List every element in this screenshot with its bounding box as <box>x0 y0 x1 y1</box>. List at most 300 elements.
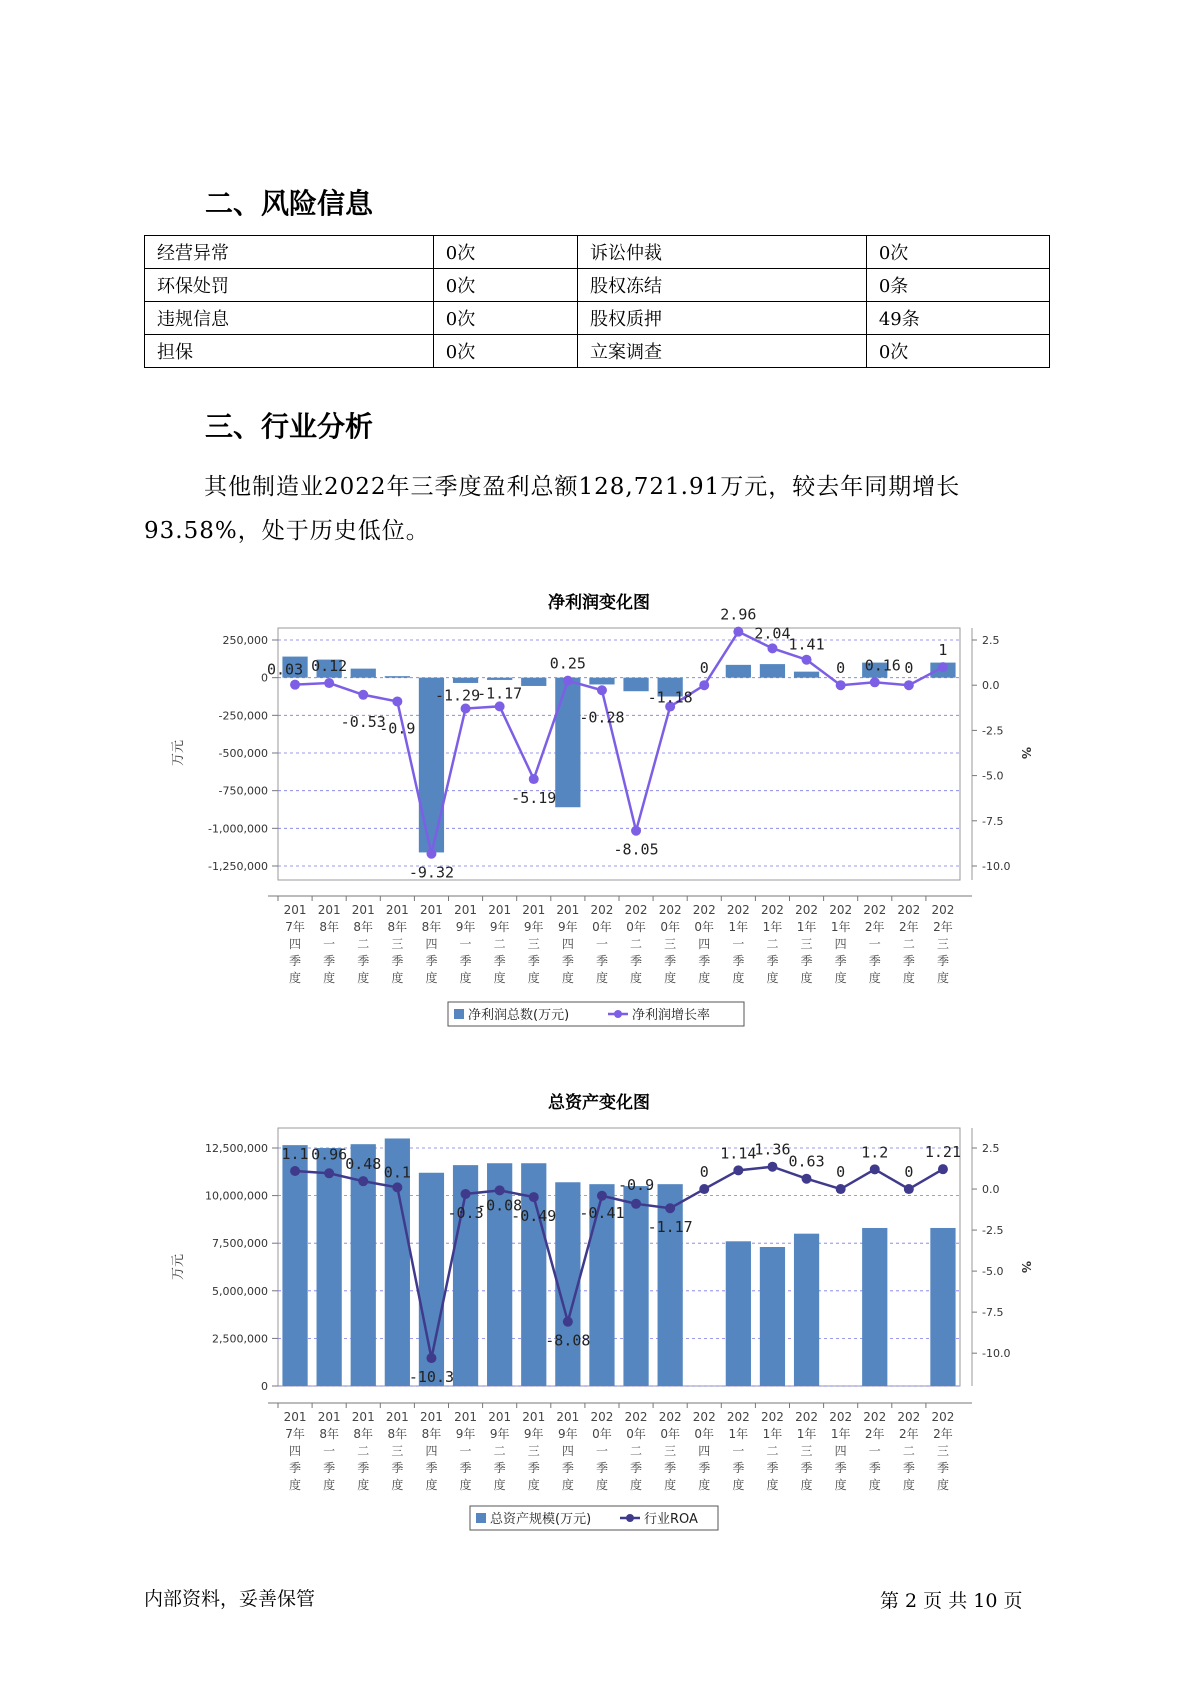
bar <box>794 672 819 678</box>
data-label: -8.08 <box>545 1331 591 1350</box>
x-tick-line: 7年 <box>285 920 305 934</box>
data-label: -0.08 <box>477 1196 523 1215</box>
left-tick-label: 5,000,000 <box>212 1284 268 1298</box>
x-tick-line: 0年 <box>626 920 646 934</box>
x-tick-label <box>795 903 818 985</box>
risk-row <box>145 302 1050 335</box>
x-tick-label <box>897 1410 920 1492</box>
x-tick-line: 0年 <box>694 920 715 934</box>
x-tick-line: 8年 <box>319 1427 339 1441</box>
legend-line-marker <box>626 1514 634 1522</box>
x-tick-line: 四 <box>561 1444 574 1458</box>
x-tick-line: 2年 <box>899 1427 919 1441</box>
x-tick-line: 8年 <box>319 920 339 934</box>
x-tick-label <box>488 1410 511 1492</box>
data-label: -8.05 <box>613 840 659 859</box>
x-tick-line: 季 <box>834 1461 847 1475</box>
x-tick-label <box>829 903 852 985</box>
x-tick-line: 季 <box>459 1461 472 1475</box>
bar <box>282 1145 307 1386</box>
x-tick-label <box>659 903 682 985</box>
x-tick-label <box>590 903 613 985</box>
x-tick-line: 0年 <box>660 1427 680 1441</box>
x-tick-line: 一 <box>595 937 608 951</box>
line-point <box>836 680 846 690</box>
x-tick-line: 季 <box>289 1461 302 1475</box>
line-point <box>597 685 607 695</box>
line-point <box>938 662 948 672</box>
line-point <box>461 1189 471 1199</box>
x-tick-line: 2年 <box>933 1427 953 1441</box>
data-label: 1.36 <box>754 1140 791 1159</box>
x-tick-line: 202 <box>658 1410 682 1424</box>
x-tick-line: 9年 <box>455 920 476 934</box>
x-tick-line: 度 <box>800 971 813 985</box>
data-label: -1.29 <box>434 686 481 705</box>
x-tick-line: 202 <box>726 1410 750 1424</box>
x-tick-line: 一 <box>732 1444 745 1458</box>
x-tick-line: 201 <box>283 1410 307 1424</box>
x-tick-line: 一 <box>595 1444 608 1458</box>
left-tick-label: 0 <box>261 671 268 685</box>
x-tick-line: 三 <box>527 1444 540 1458</box>
x-tick-line: 0年 <box>694 1427 715 1441</box>
x-tick-label <box>863 1410 886 1492</box>
x-tick-label <box>761 1410 784 1492</box>
x-tick-line: 1年 <box>762 920 783 934</box>
x-tick-line: 度 <box>936 971 949 985</box>
line-point <box>733 1165 743 1175</box>
x-tick-line: 季 <box>630 954 643 968</box>
data-label: 1 <box>938 641 948 660</box>
x-tick-line: 二 <box>357 1444 370 1458</box>
line-point <box>426 849 436 859</box>
data-label: 2.96 <box>720 605 757 624</box>
line-point <box>802 1174 812 1184</box>
line-point <box>290 1166 300 1176</box>
section-title-industry: 三、行业分析 <box>205 410 374 443</box>
risk-value-cell: 0次 <box>866 236 1049 269</box>
x-tick-line: 0年 <box>626 1427 646 1441</box>
x-tick-line: 四 <box>698 1444 711 1458</box>
data-label: 0.16 <box>864 656 901 675</box>
line-point <box>392 696 402 706</box>
x-tick-line: 季 <box>425 954 438 968</box>
x-tick-line: 度 <box>493 971 506 985</box>
x-tick-label <box>284 1410 307 1492</box>
x-tick-line: 9年 <box>455 1427 476 1441</box>
footer-confidential: 内部资料，妥善保管 <box>144 1588 316 1610</box>
data-label: 0 <box>904 1163 914 1182</box>
right-tick-label: -2.5 <box>982 1224 1004 1238</box>
x-tick-line: 度 <box>459 1478 472 1492</box>
x-tick-line: 2年 <box>933 920 953 934</box>
x-tick-line: 三 <box>664 1444 677 1458</box>
bar <box>862 1228 887 1386</box>
data-label: -0.41 <box>579 1203 625 1222</box>
x-tick-line: 度 <box>357 1478 370 1492</box>
data-label: 0 <box>904 659 914 678</box>
x-tick-line: 201 <box>351 1410 375 1424</box>
x-tick-label <box>931 1410 954 1492</box>
x-tick-line: 度 <box>425 971 438 985</box>
line-point <box>767 1162 777 1172</box>
x-tick-label <box>420 1410 443 1492</box>
left-axis-title: 万元 <box>171 739 186 767</box>
line-point <box>597 1191 607 1201</box>
x-tick-line: 202 <box>760 903 784 917</box>
x-tick-line: 201 <box>419 903 443 917</box>
page-number: 第 2 页 共 10 页 <box>880 1590 1023 1612</box>
x-tick-line: 度 <box>868 971 881 985</box>
x-tick-line: 度 <box>561 971 574 985</box>
x-tick-line: 202 <box>795 1410 819 1424</box>
x-tick-label <box>522 1410 545 1492</box>
bar <box>726 1241 751 1386</box>
x-tick-label <box>454 1410 477 1492</box>
x-tick-line: 季 <box>527 1461 540 1475</box>
risk-label-cell: 违规信息 <box>145 302 434 335</box>
x-tick-line: 季 <box>766 954 779 968</box>
x-tick-line: 202 <box>829 903 853 917</box>
data-label: 0.12 <box>311 657 348 676</box>
x-tick-label <box>829 1410 852 1492</box>
bar <box>487 678 512 680</box>
line-point <box>767 643 777 653</box>
x-tick-line: 四 <box>561 937 574 951</box>
x-tick-line: 202 <box>897 903 921 917</box>
x-tick-label <box>659 1410 682 1492</box>
x-tick-line: 202 <box>760 1410 784 1424</box>
bar <box>623 1186 648 1386</box>
bar <box>623 678 648 692</box>
line-point <box>324 678 334 688</box>
x-tick-line: 8年 <box>421 1427 442 1441</box>
legend-bar-label: 总资产规模(万元) <box>490 1512 592 1527</box>
line-point <box>324 1168 334 1178</box>
x-tick-line: 一 <box>868 1444 881 1458</box>
x-tick-line: 季 <box>936 1461 949 1475</box>
left-tick-label: 7,500,000 <box>212 1237 268 1251</box>
x-tick-line: 度 <box>902 1478 915 1492</box>
line-point <box>802 655 812 665</box>
x-tick-line: 1年 <box>728 1427 749 1441</box>
risk-row <box>145 236 1050 269</box>
x-tick-line: 一 <box>323 1444 336 1458</box>
risk-value-cell: 0条 <box>866 269 1049 302</box>
x-tick-line: 201 <box>522 903 546 917</box>
x-tick-line: 季 <box>800 1461 813 1475</box>
bar <box>351 669 376 678</box>
x-tick-line: 季 <box>561 954 574 968</box>
x-tick-line: 二 <box>766 1444 779 1458</box>
data-label: -0.49 <box>511 1207 557 1226</box>
x-tick-label <box>284 903 307 985</box>
x-tick-line: 季 <box>391 1461 404 1475</box>
data-label: 1.1 <box>281 1144 309 1163</box>
x-tick-line: 202 <box>931 1410 955 1424</box>
x-tick-line: 201 <box>454 1410 478 1424</box>
x-tick-line: 二 <box>902 1444 915 1458</box>
line-point <box>870 677 880 687</box>
x-tick-line: 度 <box>834 1478 847 1492</box>
line-point <box>631 826 641 836</box>
data-label: -9.32 <box>408 863 455 882</box>
data-label: 1.41 <box>788 635 825 654</box>
x-tick-line: 季 <box>561 1461 574 1475</box>
x-tick-line: 1年 <box>762 1427 783 1441</box>
x-tick-line: 季 <box>391 954 404 968</box>
x-tick-line: 季 <box>630 1461 643 1475</box>
line-point <box>529 774 539 784</box>
right-tick-label: -7.5 <box>982 814 1004 828</box>
x-tick-line: 9年 <box>489 920 510 934</box>
x-tick-line: 季 <box>289 954 302 968</box>
x-tick-line: 度 <box>425 1478 438 1492</box>
x-tick-line: 度 <box>834 971 847 985</box>
x-tick-line: 度 <box>493 1478 506 1492</box>
bar <box>521 678 546 686</box>
legend-line-marker <box>614 1010 622 1018</box>
x-tick-line: 9年 <box>489 1427 510 1441</box>
x-tick-line: 度 <box>323 971 336 985</box>
legend-bar-swatch <box>476 1513 486 1523</box>
x-tick-line: 201 <box>419 1410 443 1424</box>
line-point <box>461 704 471 714</box>
data-label: 0 <box>836 659 846 678</box>
x-tick-line: 201 <box>556 1410 580 1424</box>
x-tick-line: 度 <box>323 1478 336 1492</box>
x-tick-label <box>727 903 750 985</box>
x-tick-label <box>352 1410 375 1492</box>
risk-label-cell: 经营异常 <box>145 236 434 269</box>
x-tick-line: 202 <box>692 1410 716 1424</box>
left-tick-label: 10,000,000 <box>205 1189 268 1203</box>
risk-label-cell: 立案调查 <box>578 335 867 368</box>
x-tick-line: 度 <box>868 1478 881 1492</box>
data-label: 2.04 <box>754 624 791 643</box>
x-tick-line: 季 <box>800 954 813 968</box>
data-label: -0.3 <box>447 1203 484 1222</box>
line-point <box>495 1185 505 1195</box>
x-tick-line: 季 <box>357 954 370 968</box>
x-tick-line: 202 <box>692 903 716 917</box>
line-point <box>938 1164 948 1174</box>
x-tick-line: 度 <box>391 1478 404 1492</box>
line-point <box>529 1192 539 1202</box>
x-tick-line: 202 <box>795 903 819 917</box>
x-tick-line: 2年 <box>899 920 919 934</box>
right-tick-label: 0.0 <box>982 1183 1000 1197</box>
x-tick-line: 二 <box>766 937 779 951</box>
line-point <box>290 680 300 690</box>
x-tick-line: 季 <box>698 954 711 968</box>
data-label: 1.14 <box>720 1144 757 1163</box>
data-label: 0.96 <box>311 1145 348 1164</box>
x-tick-line: 202 <box>863 1410 887 1424</box>
x-tick-label <box>386 903 409 985</box>
x-tick-line: 度 <box>527 1478 540 1492</box>
x-tick-line: 201 <box>454 903 478 917</box>
line-point <box>426 1353 436 1363</box>
data-label: 0 <box>699 1163 709 1182</box>
right-tick-label: -10.0 <box>982 860 1011 873</box>
risk-value-cell: 0次 <box>433 302 577 335</box>
x-tick-line: 四 <box>834 1444 847 1458</box>
legend-bar-label: 净利润总数(万元) <box>468 1008 570 1023</box>
x-tick-line: 9年 <box>558 920 578 934</box>
x-tick-line: 201 <box>385 903 409 917</box>
legend-bar-swatch <box>454 1009 464 1019</box>
left-tick-label: -1,000,000 <box>208 822 268 836</box>
x-tick-line: 0年 <box>592 920 612 934</box>
x-tick-line: 9年 <box>558 1427 578 1441</box>
x-tick-label <box>318 1410 341 1492</box>
bar <box>317 1148 342 1386</box>
left-axis-title: 万元 <box>171 1253 186 1281</box>
x-tick-line: 202 <box>624 1410 648 1424</box>
x-tick-line: 202 <box>829 1410 853 1424</box>
line-point <box>392 1182 402 1192</box>
x-tick-label <box>625 1410 648 1492</box>
x-tick-line: 季 <box>527 954 540 968</box>
x-tick-line: 8年 <box>421 920 442 934</box>
x-tick-line: 201 <box>317 903 341 917</box>
x-tick-line: 二 <box>902 937 915 951</box>
x-tick-line: 度 <box>289 1478 302 1492</box>
risk-value-cell: 0次 <box>433 236 577 269</box>
x-tick-line: 度 <box>289 971 302 985</box>
total-assets-chart <box>170 1118 1033 1538</box>
data-label: -0.53 <box>340 712 386 731</box>
x-tick-line: 8年 <box>387 1427 408 1441</box>
bar <box>385 676 410 678</box>
x-tick-line: 一 <box>732 937 745 951</box>
data-label: -10.3 <box>408 1368 455 1387</box>
x-tick-line: 季 <box>459 954 472 968</box>
x-tick-label <box>318 903 341 985</box>
x-tick-line: 三 <box>936 1444 949 1458</box>
risk-value-cell: 49条 <box>866 302 1049 335</box>
line-point <box>904 1184 914 1194</box>
data-label: 0.63 <box>788 1152 825 1171</box>
x-tick-line: 季 <box>834 954 847 968</box>
left-tick-label: 0 <box>261 1380 268 1393</box>
left-tick-label: -500,000 <box>218 747 268 760</box>
x-tick-line: 三 <box>527 937 540 951</box>
x-tick-line: 季 <box>493 1461 506 1475</box>
data-label: -5.19 <box>511 789 557 808</box>
x-tick-label <box>556 1410 579 1492</box>
x-tick-line: 季 <box>868 1461 881 1475</box>
net-profit-chart <box>170 605 1033 1038</box>
x-tick-line: 季 <box>493 954 506 968</box>
x-tick-line: 度 <box>664 1478 677 1492</box>
x-tick-line: 季 <box>595 1461 608 1475</box>
x-tick-line: 201 <box>317 1410 341 1424</box>
x-tick-line: 2年 <box>864 920 885 934</box>
x-tick-line: 季 <box>357 1461 370 1475</box>
data-label: 0.1 <box>383 1163 411 1182</box>
risk-value-cell: 0次 <box>433 335 577 368</box>
x-tick-line: 度 <box>459 971 472 985</box>
bar <box>930 1228 955 1386</box>
x-tick-line: 季 <box>664 954 677 968</box>
x-tick-line: 202 <box>726 903 750 917</box>
x-tick-line: 季 <box>698 1461 711 1475</box>
line-point <box>699 1184 709 1194</box>
line-point <box>733 627 743 637</box>
x-tick-line: 度 <box>732 971 745 985</box>
bar <box>658 1184 683 1386</box>
x-tick-line: 二 <box>630 937 643 951</box>
x-tick-line: 9年 <box>523 920 544 934</box>
bar <box>794 1234 819 1386</box>
risk-row <box>145 335 1050 368</box>
x-tick-line: 0年 <box>660 920 680 934</box>
line-point <box>665 1203 675 1213</box>
x-tick-line: 季 <box>664 1461 677 1475</box>
section-title-risk: 二、风险信息 <box>205 187 374 220</box>
x-tick-label <box>454 903 477 985</box>
x-tick-label <box>488 903 511 985</box>
right-tick-label: 2.5 <box>982 1142 1000 1155</box>
left-tick-label: 250,000 <box>222 634 268 647</box>
x-tick-line: 8年 <box>353 1427 374 1441</box>
right-tick-label: -7.5 <box>982 1306 1004 1320</box>
x-tick-line: 四 <box>289 937 302 951</box>
x-tick-line: 三 <box>936 937 949 951</box>
data-label: 1.21 <box>924 1143 962 1162</box>
data-label: -0.28 <box>579 708 625 727</box>
right-tick-label: -10.0 <box>982 1347 1011 1361</box>
data-label: -0.9 <box>617 1175 655 1194</box>
x-tick-line: 四 <box>425 937 438 951</box>
line-point <box>904 680 914 690</box>
x-tick-line: 202 <box>658 903 682 917</box>
x-tick-line: 季 <box>902 954 915 968</box>
x-tick-line: 1年 <box>728 920 749 934</box>
data-label: -1.17 <box>647 1218 693 1237</box>
x-tick-line: 度 <box>698 971 711 985</box>
x-tick-line: 度 <box>527 971 540 985</box>
x-tick-line: 度 <box>698 1478 711 1492</box>
x-tick-line: 季 <box>595 954 608 968</box>
x-tick-line: 201 <box>283 903 307 917</box>
x-tick-line: 度 <box>391 971 404 985</box>
right-tick-label: -5.0 <box>982 1265 1004 1279</box>
data-label: 0 <box>699 659 709 678</box>
risk-label-cell: 股权冻结 <box>578 269 867 302</box>
data-label: -0.9 <box>379 719 416 738</box>
x-tick-line: 四 <box>834 937 847 951</box>
x-tick-label <box>590 1410 613 1492</box>
x-tick-line: 2年 <box>864 1427 885 1441</box>
risk-label-cell: 诉讼仲裁 <box>578 236 867 269</box>
x-tick-line: 度 <box>936 1478 949 1492</box>
x-tick-line: 季 <box>323 954 336 968</box>
left-tick-label: -1,250,000 <box>208 860 268 873</box>
line-point <box>358 690 368 700</box>
x-tick-label <box>556 903 579 985</box>
x-tick-line: 1年 <box>830 1427 851 1441</box>
x-tick-line: 季 <box>425 1461 438 1475</box>
right-axis-title: % <box>1019 1260 1033 1274</box>
x-tick-line: 季 <box>732 954 745 968</box>
x-tick-line: 度 <box>595 1478 608 1492</box>
bar <box>760 1247 785 1386</box>
left-tick-label: 2,500,000 <box>212 1332 268 1346</box>
